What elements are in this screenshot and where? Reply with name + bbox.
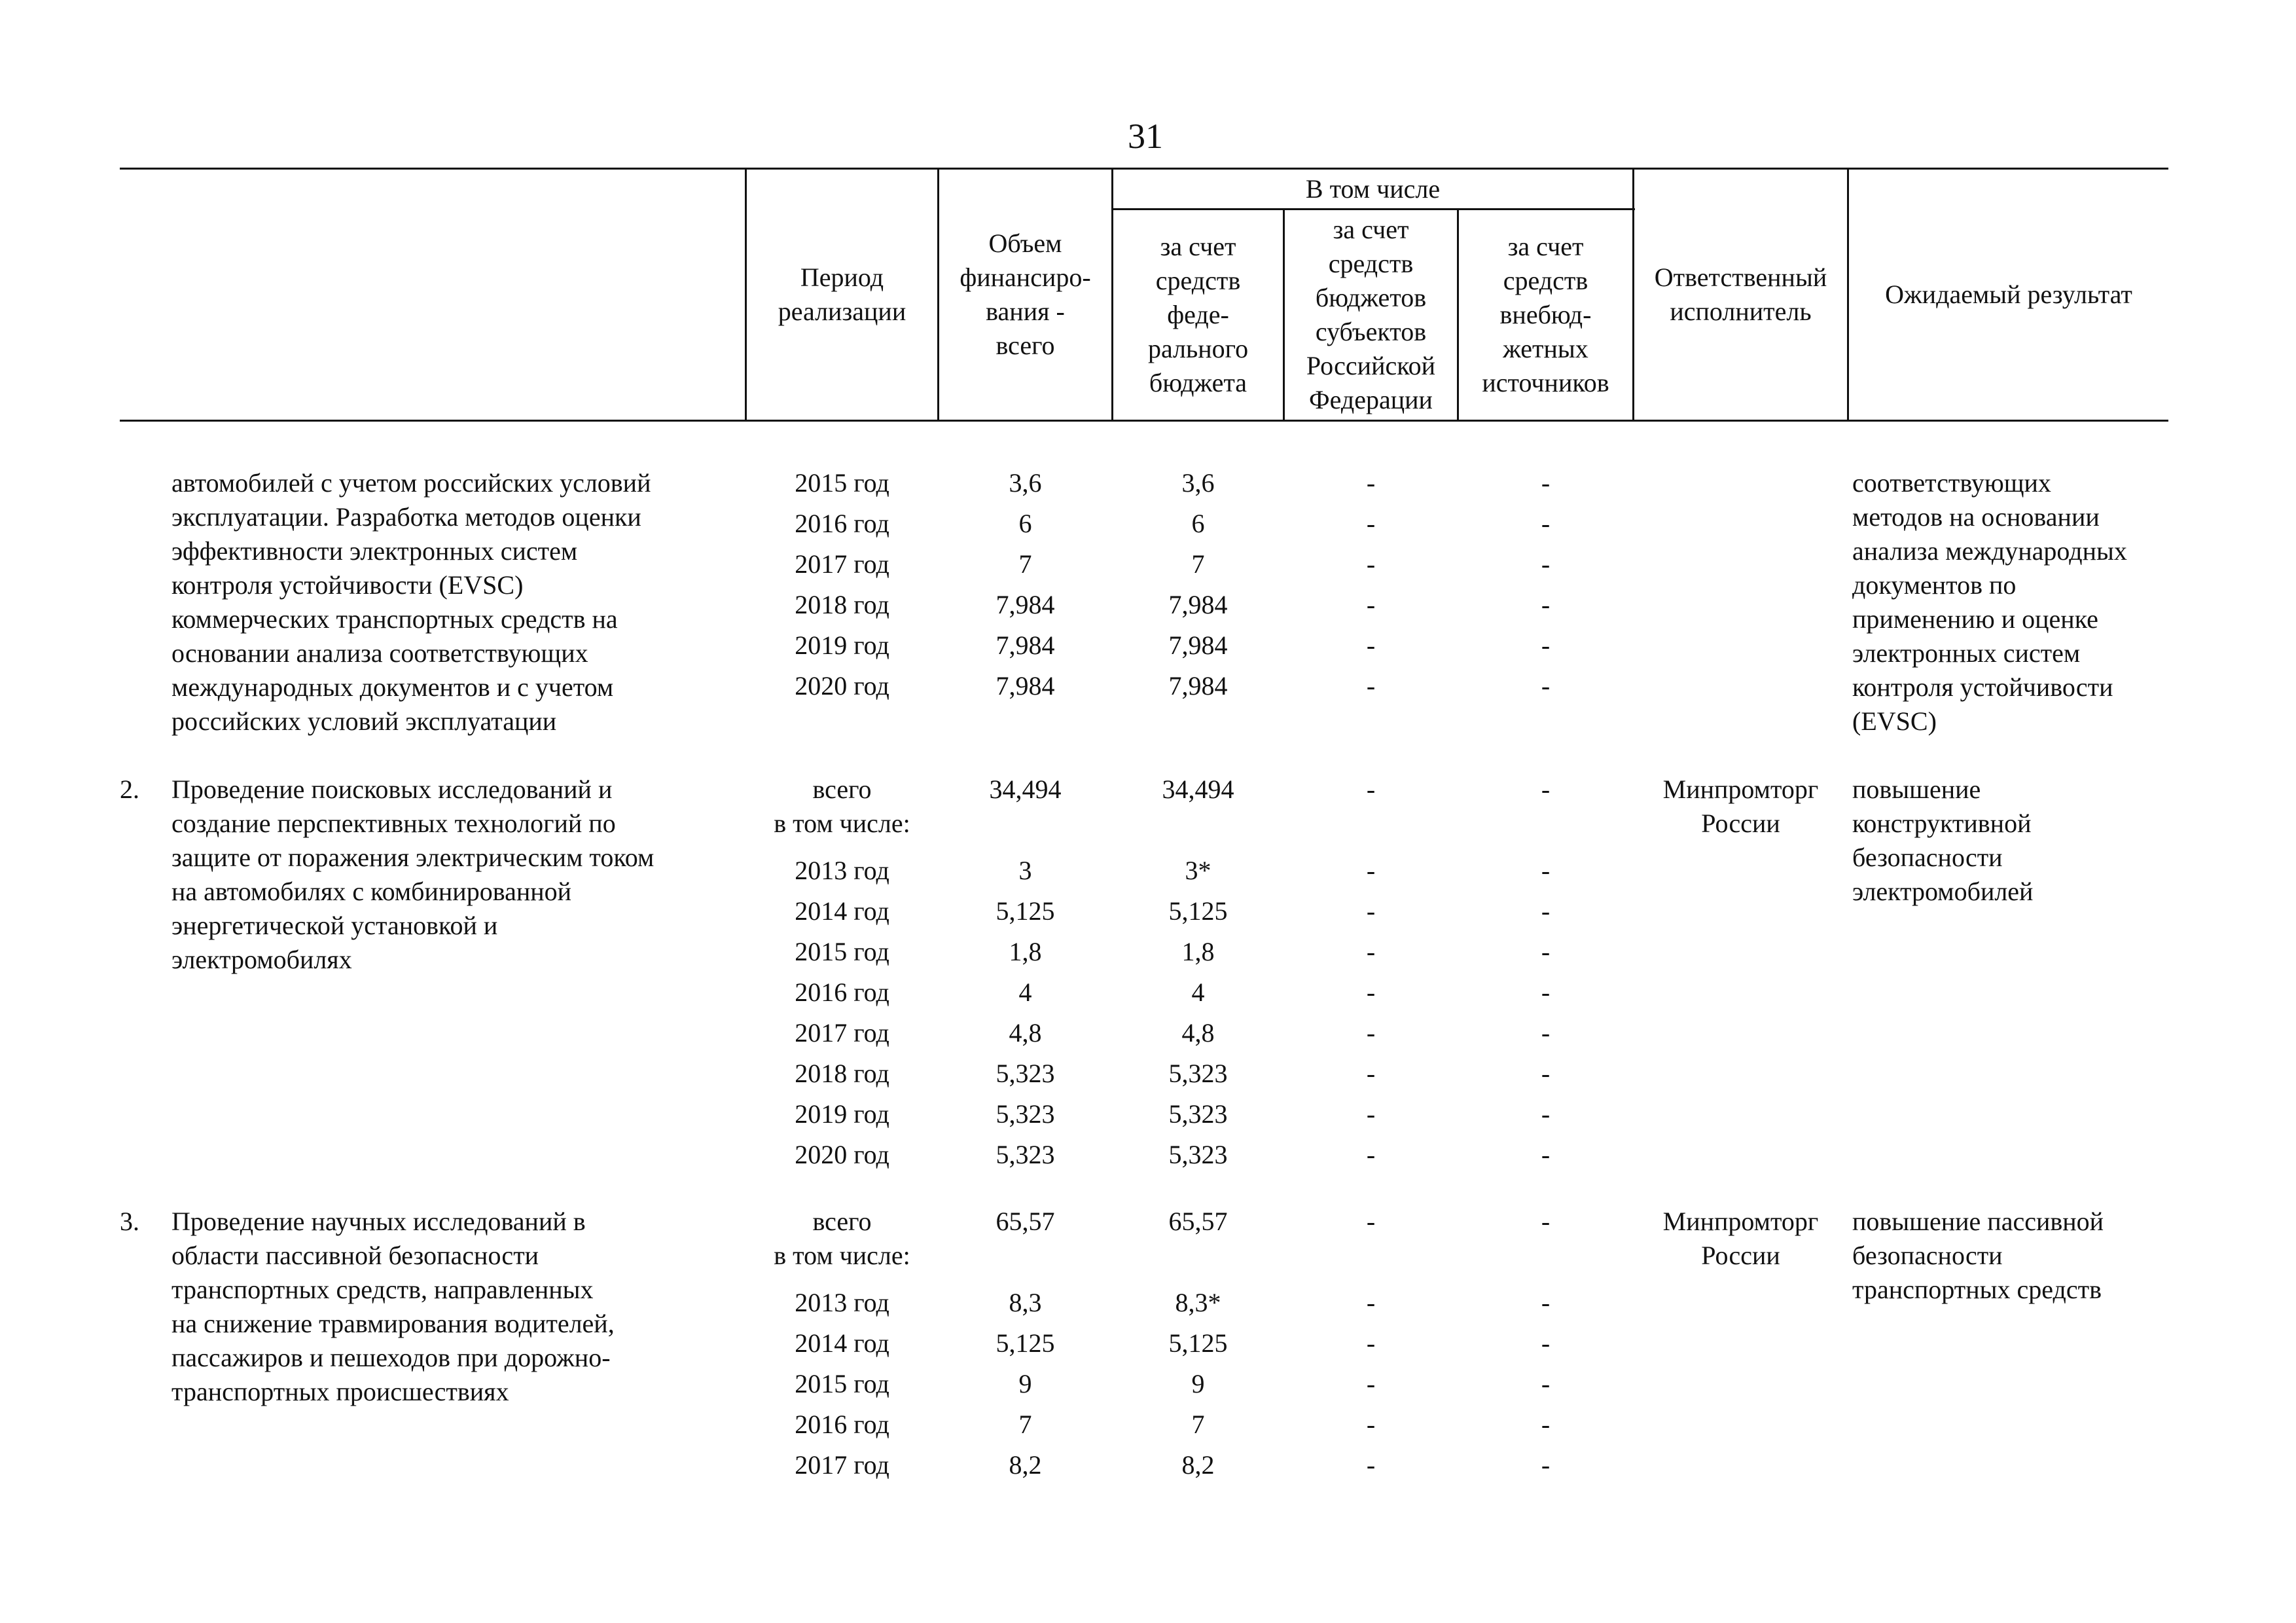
item-description-line: пассажиров и пешеходов при дорожно- — [171, 1343, 611, 1372]
expected-result-line: электромобилей — [1852, 877, 2034, 906]
table-cell-period: 2020 год — [795, 671, 889, 701]
table-cell-period: 2018 год — [795, 1059, 889, 1088]
table-cell-period: 2015 год — [795, 1369, 889, 1398]
page-number: 31 — [1128, 117, 1163, 156]
header-total: Объем финансиро- вания - всего — [960, 228, 1091, 360]
expected-result-line: конструктивной — [1852, 809, 2032, 838]
table-cell-extra: - — [1541, 1328, 1551, 1358]
table-cell-extra: - — [1541, 671, 1551, 701]
table-cell-regional: - — [1366, 671, 1376, 701]
table-cell-total: 4,8 — [1009, 1018, 1042, 1048]
table-cell-federal: 5,323 — [1168, 1140, 1228, 1169]
table-cell-extra: - — [1541, 1140, 1551, 1169]
table-cell-extra: - — [1541, 1059, 1551, 1088]
item-description-line: контроля устойчивости (EVSC) — [171, 570, 524, 600]
responsible-executor: Минпромторг — [1662, 1207, 1819, 1236]
table-cell-period: 2019 год — [795, 1099, 889, 1129]
item-description-line: основании анализа соответствующих — [171, 638, 588, 668]
table-cell-period: 2014 год — [795, 1328, 889, 1358]
table-cell-total: 5,125 — [996, 1328, 1055, 1358]
table-cell-total: 8,3 — [1009, 1288, 1042, 1317]
table-cell-regional: - — [1366, 937, 1376, 966]
item-description-line: транспортных происшествиях — [171, 1377, 509, 1406]
table-cell-extra: - — [1541, 1288, 1551, 1317]
table-cell-regional: - — [1366, 1450, 1376, 1480]
expected-result-line: транспортных средств — [1852, 1275, 2102, 1304]
table-cell-extra: - — [1541, 1369, 1551, 1398]
item-description-line: коммерческих транспортных средств на — [171, 604, 618, 634]
table-cell-period: 2019 год — [795, 630, 889, 660]
table-cell-total: 3,6 — [1009, 468, 1042, 498]
table-cell-period: всего — [812, 1207, 872, 1236]
item-number: 3. — [120, 1207, 139, 1236]
table-cell-regional: - — [1366, 1410, 1376, 1439]
table-cell-regional: - — [1366, 1018, 1376, 1048]
expected-result-line: повышение пассивной — [1852, 1207, 2104, 1236]
table-cell-total: 7,984 — [996, 590, 1055, 619]
table-cell-period: 2018 год — [795, 590, 889, 619]
table-cell-federal: 7,984 — [1168, 590, 1228, 619]
table-cell-total: 6 — [1018, 509, 1032, 538]
table-cell-federal: 65,57 — [1168, 1207, 1228, 1236]
table-cell-total: 8,2 — [1009, 1450, 1042, 1480]
table-cell-extra: - — [1541, 977, 1551, 1007]
expected-result-line: (EVSC) — [1852, 706, 1937, 736]
table-cell-extra: - — [1541, 937, 1551, 966]
table-cell-total: 7,984 — [996, 671, 1055, 701]
table-cell-period: 2016 год — [795, 977, 889, 1007]
header-top-rule — [120, 168, 2168, 170]
item-description-line: электромобилях — [171, 945, 352, 974]
table-cell-extra: - — [1541, 630, 1551, 660]
table-cell-extra: - — [1541, 856, 1551, 885]
table-cell-period: 2016 год — [795, 1410, 889, 1439]
item-description-line: энергетической установкой и — [171, 911, 498, 940]
header-including: В том числе — [1305, 174, 1441, 204]
table-cell-total: 1,8 — [1009, 937, 1042, 966]
table-cell-regional: - — [1366, 509, 1376, 538]
table-cell-extra: - — [1541, 468, 1551, 498]
table-cell-federal: 5,125 — [1168, 1328, 1228, 1358]
table-cell-period: 2013 год — [795, 1288, 889, 1317]
table-cell-extra: - — [1541, 590, 1551, 619]
item-description-line: на автомобилях с комбинированной — [171, 877, 572, 906]
table-cell-federal: 3,6 — [1181, 468, 1215, 498]
table-cell-federal: 4,8 — [1181, 1018, 1215, 1048]
table-cell-extra: - — [1541, 1207, 1551, 1236]
table-cell-total: 7 — [1018, 1410, 1032, 1439]
expected-result-line: документов по — [1852, 570, 2017, 600]
item-description-line: автомобилей с учетом российских условий — [171, 468, 651, 498]
table-cell-period: 2017 год — [795, 549, 889, 579]
expected-result-line: методов на основании — [1852, 502, 2100, 532]
item-description-line: российских условий эксплуатации — [171, 706, 557, 736]
item-description-line: эксплуатации. Разработка методов оценки — [171, 502, 641, 532]
responsible-executor: России — [1701, 1241, 1780, 1270]
table-cell-extra: - — [1541, 1018, 1551, 1048]
table-cell-regional: - — [1366, 1369, 1376, 1398]
table-cell-federal: 1,8 — [1181, 937, 1215, 966]
table-cell-extra: - — [1541, 896, 1551, 926]
table-cell-regional: - — [1366, 468, 1376, 498]
table-cell-regional: - — [1366, 1140, 1376, 1169]
table-cell-total: 5,125 — [996, 896, 1055, 926]
table-cell-regional: - — [1366, 775, 1376, 804]
header-regional: за счет средств бюджетов субъектов Российской Федерации — [1306, 214, 1436, 414]
header-federal: за счет средств феде- рального бюджета — [1147, 231, 1249, 397]
table-cell-federal: 8,2 — [1181, 1450, 1215, 1480]
table-cell-regional: - — [1366, 1099, 1376, 1129]
table-cell-period: 2016 год — [795, 509, 889, 538]
expected-result-line: соответствующих — [1852, 468, 2051, 498]
table-cell-extra: - — [1541, 1099, 1551, 1129]
table-cell-extra: - — [1541, 549, 1551, 579]
table-cell-regional: - — [1366, 977, 1376, 1007]
item-description-line: защите от поражения электрическим током — [171, 843, 655, 872]
header-extrabudget: за счет средств внебюд- жетных источников — [1482, 231, 1609, 397]
table-cell-period: 2014 год — [795, 896, 889, 926]
table-cell-regional: - — [1366, 1328, 1376, 1358]
table-cell-extra: - — [1541, 1410, 1551, 1439]
table-cell-federal: 6 — [1191, 509, 1205, 538]
table-cell-federal: 7,984 — [1168, 630, 1228, 660]
table-cell-federal: 7 — [1191, 1410, 1205, 1439]
header-result: Ожидаемый результат — [1885, 280, 2132, 309]
table-cell-federal: 7,984 — [1168, 671, 1228, 701]
responsible-executor: России — [1701, 809, 1780, 838]
item-description-line: Проведение научных исследований в — [171, 1207, 586, 1236]
table-cell-regional: - — [1366, 590, 1376, 619]
expected-result-line: контроля устойчивости — [1852, 672, 2113, 702]
table-cell-federal: 3* — [1185, 856, 1211, 885]
table-cell-regional: - — [1366, 1207, 1376, 1236]
table-cell-total: 5,323 — [996, 1140, 1055, 1169]
item-description-line: международных документов и с учетом — [171, 672, 614, 702]
table-cell-federal: 4 — [1191, 977, 1205, 1007]
table-cell-total: 4 — [1018, 977, 1032, 1007]
item-description-line: эффективности электронных систем — [171, 536, 578, 566]
table-cell-federal: 34,494 — [1162, 775, 1234, 804]
table-cell-period: в том числе: — [774, 809, 910, 838]
table-cell-period: 2015 год — [795, 937, 889, 966]
table-cell-total: 34,494 — [989, 775, 1062, 804]
table-cell-federal: 5,323 — [1168, 1099, 1228, 1129]
table-cell-regional: - — [1366, 896, 1376, 926]
table-cell-regional: - — [1366, 856, 1376, 885]
table-cell-total: 65,57 — [996, 1207, 1055, 1236]
table-cell-extra: - — [1541, 775, 1551, 804]
table-cell-extra: - — [1541, 509, 1551, 538]
table-cell-period: 2020 год — [795, 1140, 889, 1169]
table-cell-period: всего — [812, 775, 872, 804]
table-cell-total: 5,323 — [996, 1099, 1055, 1129]
item-description-line: транспортных средств, направленных — [171, 1275, 594, 1304]
table-cell-federal: 8,3* — [1175, 1288, 1221, 1317]
table-cell-period: 2017 год — [795, 1018, 889, 1048]
table-cell-federal: 5,125 — [1168, 896, 1228, 926]
expected-result-line: электронных систем — [1852, 638, 2081, 668]
header-bottom-rule — [120, 420, 2168, 422]
table-cell-total: 3 — [1018, 856, 1032, 885]
table-cell-period: 2015 год — [795, 468, 889, 498]
table-cell-federal: 5,323 — [1168, 1059, 1228, 1088]
expected-result-line: анализа международных — [1852, 536, 2127, 566]
table-cell-total: 9 — [1018, 1369, 1032, 1398]
table-cell-period: 2013 год — [795, 856, 889, 885]
table-cell-period: в том числе: — [774, 1241, 910, 1270]
header-period: Период реализации — [778, 263, 906, 326]
expected-result-line: повышение — [1852, 775, 1981, 804]
expected-result-line: безопасности — [1852, 1241, 2003, 1270]
item-description-line: на снижение травмирования водителей, — [171, 1309, 615, 1338]
item-description-line: области пассивной безопасности — [171, 1241, 539, 1270]
table-cell-period: 2017 год — [795, 1450, 889, 1480]
table-cell-regional: - — [1366, 1288, 1376, 1317]
expected-result-line: применению и оценке — [1852, 604, 2098, 634]
header-responsible: Ответственный исполнитель — [1654, 263, 1827, 326]
responsible-executor: Минпромторг — [1662, 775, 1819, 804]
table-cell-regional: - — [1366, 549, 1376, 579]
table-cell-regional: - — [1366, 630, 1376, 660]
item-number: 2. — [120, 775, 139, 804]
table-cell-total: 7,984 — [996, 630, 1055, 660]
item-description-line: создание перспективных технологий по — [171, 809, 616, 838]
table-cell-total: 7 — [1018, 549, 1032, 579]
item-description-line: Проведение поисковых исследований и — [171, 775, 613, 804]
expected-result-line: безопасности — [1852, 843, 2003, 872]
table-cell-regional: - — [1366, 1059, 1376, 1088]
table-cell-total: 5,323 — [996, 1059, 1055, 1088]
table-cell-federal: 9 — [1191, 1369, 1205, 1398]
table-cell-extra: - — [1541, 1450, 1551, 1480]
table-cell-federal: 7 — [1191, 549, 1205, 579]
